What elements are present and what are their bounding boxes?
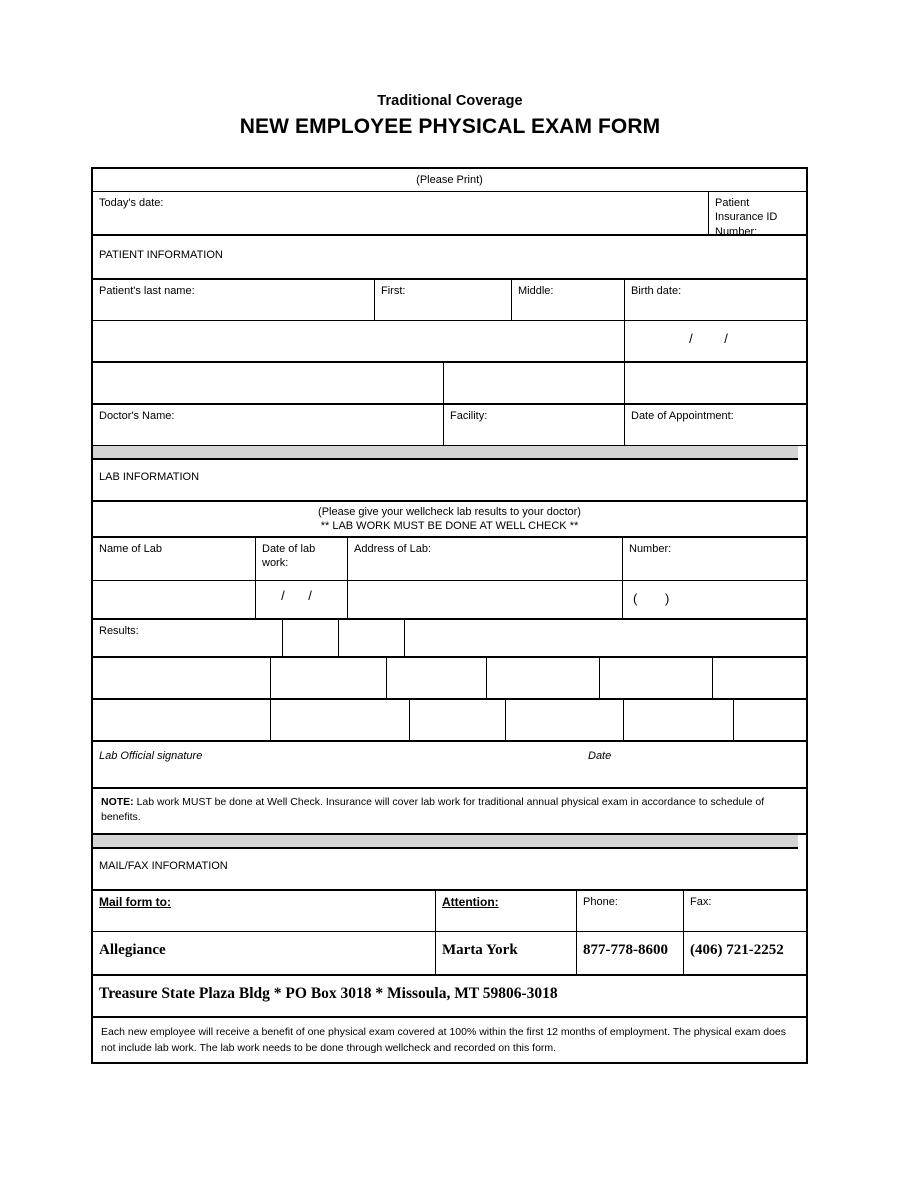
please-print-label: (Please Print) bbox=[416, 174, 483, 186]
results-cell-a[interactable] bbox=[283, 620, 339, 656]
patient-information-heading-row bbox=[93, 236, 806, 280]
date-of-appointment-label: Date of Appointment: bbox=[631, 410, 734, 422]
lab-instruction-row bbox=[93, 502, 806, 538]
doctor-name-label: Doctor's Name: bbox=[93, 405, 444, 445]
date-insurance-row bbox=[93, 192, 806, 236]
lab-results-row bbox=[93, 620, 806, 658]
footer-text: Each new employee will receive a benefit of one physical exam covered at 100% within the first 12 months of employment. The physical exam does not include lab work. The lab work needs to be done through wellcheck and recorded on this form. bbox=[101, 1026, 786, 1054]
fax-cell bbox=[684, 891, 806, 931]
lab-instruction-line-1: (Please give your wellcheck lab results to your doctor) bbox=[318, 506, 581, 518]
results-cell-b[interactable] bbox=[339, 620, 405, 656]
mail-form-to-cell bbox=[93, 891, 436, 931]
todays-date-field[interactable] bbox=[93, 192, 709, 234]
results-cell-c[interactable] bbox=[405, 620, 806, 656]
lab-instruction-line-2: ** LAB WORK MUST BE DONE AT WELL CHECK ** bbox=[320, 520, 579, 533]
attention-name: Marta York bbox=[436, 932, 577, 974]
lab-information-heading-row bbox=[93, 460, 806, 502]
section-separator-bar-2 bbox=[93, 835, 798, 849]
results-label: Results: bbox=[99, 625, 139, 637]
date-of-lab-work-input[interactable] bbox=[256, 581, 348, 618]
results-grid-cell-6[interactable] bbox=[713, 658, 806, 698]
lab-results-grid-row-1 bbox=[93, 658, 806, 700]
signature-cell bbox=[93, 742, 806, 787]
footer-row bbox=[93, 1018, 806, 1062]
patient-middle-name-label: Middle: bbox=[512, 280, 625, 320]
lab-instructions bbox=[93, 502, 806, 536]
results-grid-cell-9[interactable] bbox=[410, 700, 506, 740]
lab-date-slashes: / / bbox=[281, 588, 322, 603]
doctor-label-row bbox=[93, 405, 806, 446]
physical-exam-form bbox=[91, 167, 808, 1064]
phone-number: 877-778-8600 bbox=[577, 932, 684, 974]
appointment-date-input[interactable] bbox=[625, 363, 806, 403]
mail-form-to-label: Mail form to: bbox=[99, 895, 171, 909]
name-of-lab-label: Name of Lab bbox=[93, 538, 256, 580]
lab-number-input[interactable] bbox=[623, 581, 806, 618]
document-subtitle: Traditional Coverage bbox=[377, 93, 523, 109]
lab-results-grid-row-2 bbox=[93, 700, 806, 742]
patient-last-name-label: Patient's last name: bbox=[93, 280, 375, 320]
results-grid-cell-1[interactable] bbox=[93, 658, 271, 698]
date-of-lab-work-label: Date of lab work: bbox=[256, 538, 348, 580]
results-grid-cell-3[interactable] bbox=[387, 658, 487, 698]
company-name: Allegiance bbox=[93, 932, 436, 974]
results-grid-cell-4[interactable] bbox=[487, 658, 600, 698]
facility-label: Facility: bbox=[444, 405, 625, 445]
note-text: Lab work MUST be done at Well Check. Insurance will cover lab work for traditional annual physical exam in accordance to schedule of benefits. bbox=[101, 796, 765, 824]
results-grid-cell-11[interactable] bbox=[624, 700, 734, 740]
lab-signature-row bbox=[93, 742, 806, 789]
lab-number-parens: ( ) bbox=[633, 591, 682, 606]
results-grid-cell-7[interactable] bbox=[93, 700, 271, 740]
insurance-id-field[interactable] bbox=[709, 192, 806, 238]
facility-input[interactable] bbox=[444, 363, 625, 403]
results-grid-cell-5[interactable] bbox=[600, 658, 713, 698]
document-title-block bbox=[91, 92, 809, 140]
patient-birth-date-label: Birth date: bbox=[631, 285, 682, 297]
mail-fax-value-row bbox=[93, 932, 806, 976]
patient-name-input[interactable] bbox=[93, 321, 625, 361]
mail-address-row bbox=[93, 976, 806, 1018]
patient-name-input-row bbox=[93, 321, 806, 363]
fax-label: Fax: bbox=[690, 896, 712, 908]
signature-date-label: Date bbox=[588, 750, 612, 762]
patient-first-name-label: First: bbox=[375, 280, 512, 320]
todays-date-label: Today's date: bbox=[99, 197, 164, 209]
lab-official-signature-label: Lab Official signature bbox=[99, 750, 203, 762]
section-separator-bar-1 bbox=[93, 446, 798, 460]
address-of-lab-input[interactable] bbox=[348, 581, 623, 618]
lab-information-heading: LAB INFORMATION bbox=[99, 471, 200, 483]
mail-fax-heading: MAIL/FAX INFORMATION bbox=[99, 860, 228, 872]
page-title: NEW EMPLOYEE PHYSICAL EXAM FORM bbox=[239, 115, 661, 139]
lab-input-row bbox=[93, 581, 806, 620]
attention-label: Attention: bbox=[442, 895, 499, 909]
results-grid-cell-12[interactable] bbox=[734, 700, 806, 740]
lab-number-label: Number: bbox=[629, 543, 672, 555]
results-label-cell bbox=[93, 620, 283, 656]
patient-name-header-row bbox=[93, 280, 806, 321]
mail-fax-heading-row bbox=[93, 849, 806, 891]
results-grid-cell-10[interactable] bbox=[506, 700, 624, 740]
address-of-lab-label: Address of Lab: bbox=[348, 538, 623, 580]
results-grid-cell-2[interactable] bbox=[271, 658, 387, 698]
note-cell bbox=[93, 789, 806, 833]
name-of-lab-input[interactable] bbox=[93, 581, 256, 618]
patient-birth-date-input[interactable] bbox=[625, 321, 806, 361]
mailing-address: Treasure State Plaza Bldg * PO Box 3018 * Missoula, MT 59806-3018 bbox=[99, 985, 558, 1002]
attention-cell bbox=[436, 891, 577, 931]
phone-cell bbox=[577, 891, 684, 931]
lab-header-row bbox=[93, 538, 806, 581]
birth-date-slashes: / / bbox=[689, 331, 742, 346]
please-print-row bbox=[93, 169, 806, 192]
mail-fax-label-row bbox=[93, 891, 806, 932]
note-prefix: NOTE: bbox=[101, 796, 134, 808]
results-grid-cell-8[interactable] bbox=[271, 700, 410, 740]
doctor-input-row bbox=[93, 363, 806, 405]
phone-label: Phone: bbox=[583, 896, 618, 908]
note-row bbox=[93, 789, 806, 835]
doctor-name-input[interactable] bbox=[93, 363, 444, 403]
fax-number: (406) 721-2252 bbox=[690, 942, 784, 958]
patient-information-heading: PATIENT INFORMATION bbox=[99, 249, 223, 261]
insurance-id-label: Patient Insurance ID Number: bbox=[715, 197, 778, 238]
